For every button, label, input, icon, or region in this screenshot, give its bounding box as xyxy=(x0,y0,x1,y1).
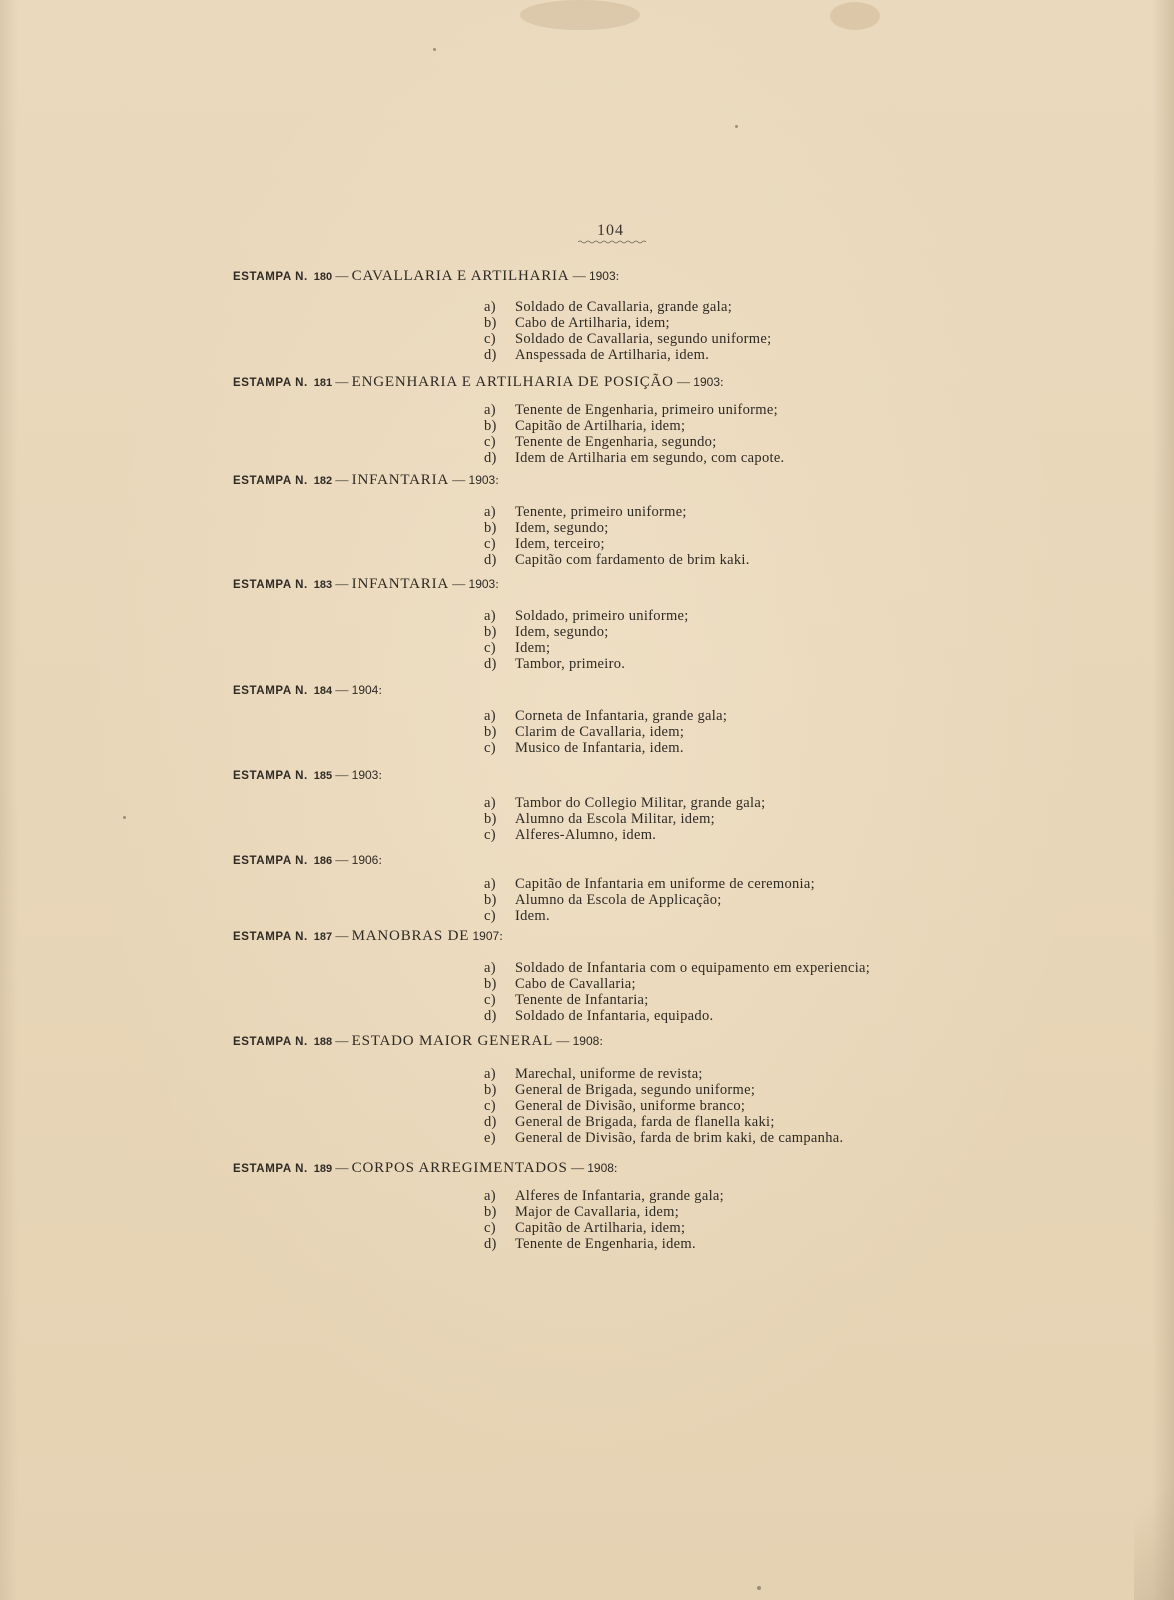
figure-description: Soldado de Infantaria, equipado. xyxy=(515,1008,714,1024)
figure-letter: b) xyxy=(484,315,497,331)
figure-description: Tambor do Collegio Militar, grande gala; xyxy=(515,795,766,811)
plate-figure-list xyxy=(484,795,765,843)
figure-description: Marechal, uniforme de revista; xyxy=(515,1066,703,1082)
figure-letter: b) xyxy=(484,976,497,992)
plate-heading: ESTAMPA N. 189 — CORPOS ARREGIMENTADOS — 1908: xyxy=(233,1160,618,1176)
plate-figure-item xyxy=(484,740,727,756)
plate-figure-list xyxy=(484,960,870,1024)
plate-number: 181 xyxy=(313,377,333,389)
figure-letter: c) xyxy=(484,1220,496,1236)
figure-letter: c) xyxy=(484,740,496,756)
page-corner-wear xyxy=(1134,1460,1174,1600)
figure-description: General de Brigada, segundo uniforme; xyxy=(515,1082,756,1098)
figure-description: Cabo de Artilharia, idem; xyxy=(515,315,670,331)
plate-year: 1907 xyxy=(472,929,500,943)
figure-letter: c) xyxy=(484,331,496,347)
plate-figure-list xyxy=(484,299,771,363)
figure-description: Alferes de Infantaria, grande gala; xyxy=(515,1188,724,1204)
plate-figure-item xyxy=(484,827,765,843)
plate-year: 1906 xyxy=(351,853,379,867)
plate-number: 183 xyxy=(313,579,333,591)
figure-description: Alumno da Escola de Applicação; xyxy=(515,892,722,908)
figure-description: Capitão de Artilharia, idem; xyxy=(515,1220,686,1236)
plate-heading: ESTAMPA N. 188 — ESTADO MAIOR GENERAL — 1908: xyxy=(233,1033,603,1049)
plate-label: ESTAMPA N. xyxy=(233,855,308,867)
figure-letter: c) xyxy=(484,640,496,656)
figure-description: Corneta de Infantaria, grande gala; xyxy=(515,708,728,724)
figure-letter: a) xyxy=(484,504,496,520)
figure-letter: b) xyxy=(484,624,497,640)
page-number: 104 xyxy=(597,222,624,239)
plate-year: 1903 xyxy=(588,269,616,283)
figure-letter: d) xyxy=(484,347,497,363)
plate-number: 187 xyxy=(313,931,333,943)
figure-letter: c) xyxy=(484,536,496,552)
figure-letter: d) xyxy=(484,1236,497,1252)
plate-figure-item xyxy=(484,552,750,568)
plate-label: ESTAMPA N. xyxy=(233,1163,308,1175)
figure-description: Tenente de Engenharia, idem. xyxy=(515,1236,696,1252)
plate-figure-item xyxy=(484,795,765,811)
plate-label: ESTAMPA N. xyxy=(233,475,308,487)
plate-figure-item xyxy=(484,331,771,347)
plate-figure-item xyxy=(484,960,870,976)
figure-description: Idem de Artilharia em segundo, com capote. xyxy=(515,450,785,466)
figure-letter: d) xyxy=(484,656,497,672)
figure-letter: b) xyxy=(484,418,497,434)
plate-title: CORPOS ARREGIMENTADOS xyxy=(351,1160,568,1176)
figure-description: Soldado de Cavallaria, segundo uniforme; xyxy=(515,331,772,347)
figure-letter: c) xyxy=(484,1098,496,1114)
figure-description: Major de Cavallaria, idem; xyxy=(515,1204,680,1220)
plate-label: ESTAMPA N. xyxy=(233,271,308,283)
figure-letter: a) xyxy=(484,402,496,418)
figure-description: Idem. xyxy=(515,908,550,924)
figure-description: Tenente de Infantaria; xyxy=(515,992,649,1008)
plate-year: 1908 xyxy=(587,1161,614,1175)
figure-letter: a) xyxy=(484,708,496,724)
figure-description: Cabo de Cavallaria; xyxy=(515,976,636,992)
figure-letter: c) xyxy=(484,992,496,1008)
plate-figure-item xyxy=(484,1082,843,1098)
plate-year: 1903 xyxy=(351,768,379,782)
plate-figure-item xyxy=(484,1008,870,1024)
plate-figure-item xyxy=(484,724,727,740)
plate-label: ESTAMPA N. xyxy=(233,579,308,591)
figure-description: Tenente de Engenharia, segundo; xyxy=(515,434,717,450)
paper-stain xyxy=(520,0,640,30)
figure-letter: b) xyxy=(484,1204,497,1220)
figure-description: Tenente de Engenharia, primeiro uniforme; xyxy=(515,402,778,418)
figure-description: Musico de Infantaria, idem. xyxy=(515,740,684,756)
figure-letter: b) xyxy=(484,811,497,827)
figure-letter: a) xyxy=(484,1066,496,1082)
figure-letter: a) xyxy=(484,1188,496,1204)
plate-label: ESTAMPA N. xyxy=(233,685,308,697)
plate-figure-item xyxy=(484,976,870,992)
plate-figure-item xyxy=(484,811,765,827)
plate-heading: ESTAMPA N. 184 — 1904: xyxy=(233,682,382,697)
paper-stain xyxy=(830,2,880,30)
plate-figure-item xyxy=(484,624,689,640)
plate-label: ESTAMPA N. xyxy=(233,1036,308,1048)
plate-figure-list xyxy=(484,708,727,756)
figure-description: Alumno da Escola Militar, idem; xyxy=(515,811,716,827)
figure-letter: b) xyxy=(484,724,497,740)
paper-speck xyxy=(735,125,738,128)
figure-letter: b) xyxy=(484,520,497,536)
figure-description: Soldado de Infantaria com o equipamento em experiencia; xyxy=(515,960,871,976)
plate-figure-item xyxy=(484,1066,843,1082)
paper-speck xyxy=(757,1586,761,1590)
figure-letter: c) xyxy=(484,827,496,843)
plate-label: ESTAMPA N. xyxy=(233,770,308,782)
plate-number: 180 xyxy=(313,271,333,283)
plate-title: ENGENHARIA E ARTILHARIA DE POSIÇÃO xyxy=(351,374,674,390)
plate-figure-item xyxy=(484,1220,724,1236)
plate-figure-list xyxy=(484,1188,724,1252)
figure-description: General de Brigada, farda de flanella kaki; xyxy=(515,1114,775,1130)
figure-description: Idem; xyxy=(515,640,551,656)
plate-figure-item xyxy=(484,892,815,908)
figure-description: Capitão com fardamento de brim kaki. xyxy=(515,552,750,568)
plate-year: 1903 xyxy=(468,577,496,591)
figure-description: Capitão de Infantaria em uniforme de ceremonia; xyxy=(515,876,815,892)
figure-letter: a) xyxy=(484,299,496,315)
figure-description: Soldado, primeiro uniforme; xyxy=(515,608,689,624)
plate-year: 1903 xyxy=(693,375,720,389)
plate-number: 184 xyxy=(313,685,333,697)
figure-description: General de Divisão, farda de brim kaki, de campanha. xyxy=(515,1130,844,1146)
plate-figure-list xyxy=(484,1066,843,1146)
page-edge-shadow-left xyxy=(0,0,18,1600)
paper-speck xyxy=(123,816,126,819)
figure-letter: d) xyxy=(484,552,497,568)
plate-figure-item xyxy=(484,315,771,331)
plate-figure-item xyxy=(484,418,785,434)
page-number-ornament xyxy=(578,240,648,244)
figure-letter: e) xyxy=(484,1130,496,1146)
plate-figure-item xyxy=(484,1236,724,1252)
figure-description: Soldado de Cavallaria, grande gala; xyxy=(515,299,733,315)
plate-figure-item xyxy=(484,299,771,315)
plate-heading: ESTAMPA N. 182 — INFANTARIA — 1903: xyxy=(233,472,499,488)
plate-figure-item xyxy=(484,908,815,924)
plate-figure-item xyxy=(484,1204,724,1220)
plate-year: 1904 xyxy=(351,683,379,697)
plate-figure-item xyxy=(484,708,727,724)
figure-letter: b) xyxy=(484,1082,497,1098)
plate-figure-list xyxy=(484,402,785,466)
figure-description: Tambor, primeiro. xyxy=(515,656,626,672)
plate-heading: ESTAMPA N. 181 — ENGENHARIA E ARTILHARIA DE POSIÇÃO — 1903: xyxy=(233,374,724,390)
plate-figure-item xyxy=(484,992,870,1008)
figure-letter: b) xyxy=(484,892,497,908)
plate-title: ESTADO MAIOR GENERAL xyxy=(351,1033,554,1049)
figure-description: Anspessada de Artilharia, idem. xyxy=(515,347,710,363)
plate-figure-item xyxy=(484,347,771,363)
plate-number: 185 xyxy=(313,770,333,782)
figure-description: Idem, segundo; xyxy=(515,624,609,640)
plate-figure-item xyxy=(484,504,750,520)
figure-description: Capitão de Artilharia, idem; xyxy=(515,418,686,434)
figure-letter: a) xyxy=(484,960,496,976)
figure-letter: d) xyxy=(484,1008,497,1024)
plate-figure-list xyxy=(484,504,750,568)
plate-figure-item xyxy=(484,656,689,672)
figure-letter: a) xyxy=(484,876,496,892)
page-edge-shadow-right xyxy=(1152,0,1174,1600)
figure-letter: c) xyxy=(484,908,496,924)
plate-title: MANOBRAS DE xyxy=(351,928,470,944)
figure-letter: c) xyxy=(484,434,496,450)
plate-figure-item xyxy=(484,434,785,450)
figure-letter: a) xyxy=(484,608,496,624)
plate-figure-item xyxy=(484,1188,724,1204)
plate-heading: ESTAMPA N. 187 — MANOBRAS DE 1907: xyxy=(233,928,503,944)
plate-label: ESTAMPA N. xyxy=(233,377,308,389)
plate-year: 1903 xyxy=(468,473,496,487)
figure-description: General de Divisão, uniforme branco; xyxy=(515,1098,746,1114)
plate-title: INFANTARIA xyxy=(351,576,450,592)
paper-speck xyxy=(433,48,436,51)
figure-description: Idem, terceiro; xyxy=(515,536,605,552)
plate-label: ESTAMPA N. xyxy=(233,931,308,943)
plate-heading: ESTAMPA N. 185 — 1903: xyxy=(233,767,382,782)
plate-figure-item xyxy=(484,640,689,656)
plate-heading: ESTAMPA N. 183 — INFANTARIA — 1903: xyxy=(233,576,499,592)
plate-number: 182 xyxy=(313,475,333,487)
figure-letter: a) xyxy=(484,795,496,811)
plate-figure-list xyxy=(484,876,815,924)
figure-letter: d) xyxy=(484,1114,497,1130)
figure-description: Clarim de Cavallaria, idem; xyxy=(515,724,685,740)
figure-letter: d) xyxy=(484,450,497,466)
plate-figure-item xyxy=(484,536,750,552)
plate-figure-item xyxy=(484,608,689,624)
plate-number: 188 xyxy=(313,1036,333,1048)
plate-figure-item xyxy=(484,1114,843,1130)
plate-figure-item xyxy=(484,450,785,466)
plate-figure-item xyxy=(484,520,750,536)
plate-figure-item xyxy=(484,1098,843,1114)
figure-description: Tenente, primeiro uniforme; xyxy=(515,504,687,520)
plate-heading: ESTAMPA N. 180 — CAVALLARIA E ARTILHARIA — 1903: xyxy=(233,268,620,284)
figure-description: Alferes-Alumno, idem. xyxy=(515,827,657,843)
plate-title: INFANTARIA xyxy=(351,472,450,488)
plate-number: 189 xyxy=(313,1163,333,1175)
plate-year: 1908 xyxy=(572,1034,600,1048)
plate-title: CAVALLARIA E ARTILHARIA xyxy=(351,268,570,284)
figure-description: Idem, segundo; xyxy=(515,520,609,536)
plate-number: 186 xyxy=(313,855,333,867)
plate-figure-item xyxy=(484,876,815,892)
plate-heading: ESTAMPA N. 186 — 1906: xyxy=(233,852,382,867)
plate-figure-item xyxy=(484,1130,843,1146)
plate-figure-item xyxy=(484,402,785,418)
plate-figure-list xyxy=(484,608,689,672)
